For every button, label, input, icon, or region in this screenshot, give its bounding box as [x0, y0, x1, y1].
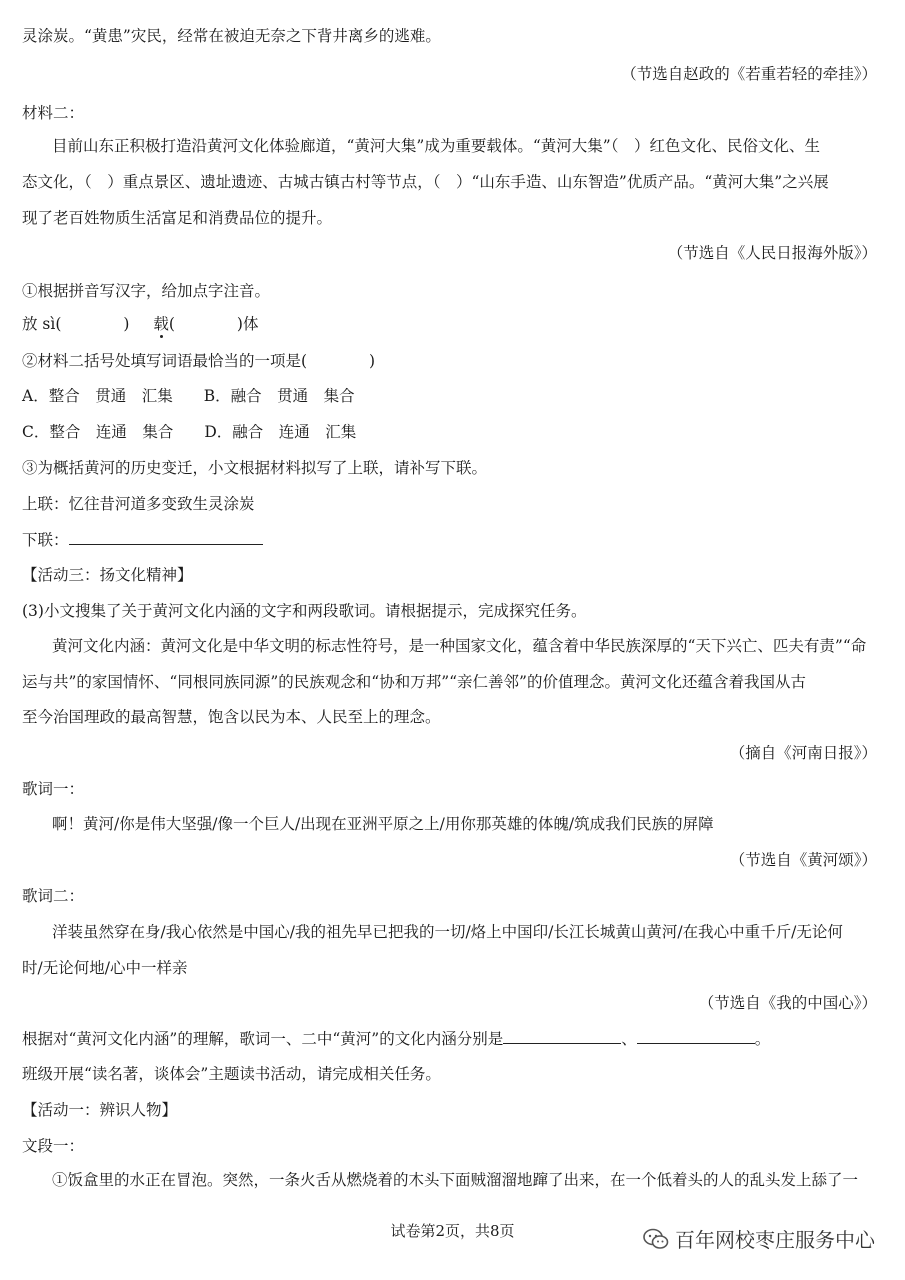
activity-heading: 【活动一：辨识人物】 — [22, 1101, 178, 1119]
pinyin-item-a-prefix: 放 sì( — [22, 315, 62, 333]
answer-blank — [69, 530, 263, 545]
option-line: C．整合 连通 集合 D．融合 连通 汇集 — [22, 423, 357, 441]
option-line: A．整合 贯通 汇集 B．融合 贯通 集合 — [22, 387, 355, 405]
section-heading: 歌词一： — [22, 780, 85, 798]
source-note: （摘自《河南日报》） — [729, 744, 877, 762]
couplet-lower — [22, 530, 263, 550]
text-line: 态文化，（ ）重点景区、遗址遗迹、古城古镇古村等节点，（ ）“山东手造、山东智造”优质产品。“黄河大集”之兴展 — [22, 173, 829, 191]
section-heading: 歌词二： — [22, 887, 85, 905]
pinyin-item-a-suffix: ) — [123, 315, 130, 333]
text-line: 现了老百姓物质生活富足和消费品位的提升。 — [22, 209, 333, 227]
question-line: ②材料二括号处填写词语最恰当的一项是( ) — [22, 352, 376, 370]
text-line: 目前山东正积极打造沿黄河文化体验廊道，“黄河大集”成为重要载体。“黄河大集”（ ）红色文化、民俗文化、生 — [52, 137, 820, 155]
couplet-lower-label: 下联： — [22, 531, 69, 549]
source-note: （节选自《黄河颂》） — [729, 851, 877, 869]
wechat-icon — [643, 1228, 669, 1250]
watermark — [643, 1224, 875, 1253]
answer-blank — [503, 1029, 621, 1044]
text-line: 黄河文化内涵：黄河文化是中华文明的标志性符号，是一种国家文化，蕴含着中华民族深厚的“天下兴亡、匹夫有责”“命 — [52, 637, 867, 655]
section-heading: 文段一： — [22, 1137, 85, 1155]
page-footer: 试卷第2页，共8页 — [390, 1222, 515, 1240]
couplet-upper: 上联：忆往昔河道多变致生灵涂炭 — [22, 495, 255, 513]
text-line: ①饭盒里的水正在冒泡。突然，一条火舌从燃烧着的木头下面贼溜溜地蹿了出来，在一个低着头的人的乱头发上舔了一 — [52, 1171, 859, 1189]
section-heading: 材料二： — [22, 104, 85, 122]
source-note: （节选自赵政的《若重若轻的牵挂》） — [621, 65, 877, 83]
period-text: 。 — [754, 1030, 771, 1048]
text-line: 灵涂炭。“黄患”灾民，经常在被迫无奈之下背井离乡的逃难。 — [22, 27, 441, 45]
source-note: （节选自《人民日报海外版》） — [667, 244, 877, 262]
separator-text: 、 — [621, 1030, 637, 1048]
watermark-text: 百年网校枣庄服务中心 — [675, 1228, 875, 1252]
pinyin-item-b-suffix: )体 — [236, 315, 259, 333]
answer-blank — [637, 1029, 755, 1044]
text-line: 班级开展“读名著，谈体会”主题读书活动，请完成相关任务。 — [22, 1065, 441, 1083]
text-line: 至今治国理政的最高智慧，饱含以民为本、人民至上的理念。 — [22, 708, 441, 726]
source-note: （节选自《我的中国心》） — [698, 994, 877, 1012]
lyric-line: 啊！黄河/你是伟大坚强/像一个巨人/出现在亚洲平原之上/用你那英雄的体魄/筑成我们民族的屏障 — [52, 815, 714, 833]
question-line: ①根据拼音写汉字，给加点字注音。 — [22, 282, 271, 300]
lyric-line: 时/无论何地/心中一样亲 — [22, 959, 188, 977]
lyric-line: 洋装虽然穿在身/我心依然是中国心/我的祖先早已把我的一切/烙上中国印/长江长城黄山黄河/在我心中重千斤/无论何 — [52, 923, 843, 941]
dotted-character: 载 — [153, 315, 169, 333]
question-line: (3)小文搜集了关于黄河文化内涵的文字和两段歌词。请根据提示，完成探究任务。 — [22, 602, 587, 620]
pinyin-question — [22, 314, 258, 334]
pinyin-item-b-open: ( — [168, 315, 175, 333]
question-line — [22, 1029, 770, 1049]
activity-heading: 【活动三：扬文化精神】 — [22, 566, 193, 584]
question-text: 根据对“黄河文化内涵”的理解，歌词一、二中“黄河”的文化内涵分别是 — [22, 1030, 504, 1048]
question-line: ③为概括黄河的历史变迁，小文根据材料拟写了上联，请补写下联。 — [22, 459, 488, 477]
text-line: 运与共”的家国情怀、“同根同族同源”的民族观念和“协和万邦”“亲仁善邻”的价值理念。黄河文化还蕴含着我国从古 — [22, 673, 806, 691]
